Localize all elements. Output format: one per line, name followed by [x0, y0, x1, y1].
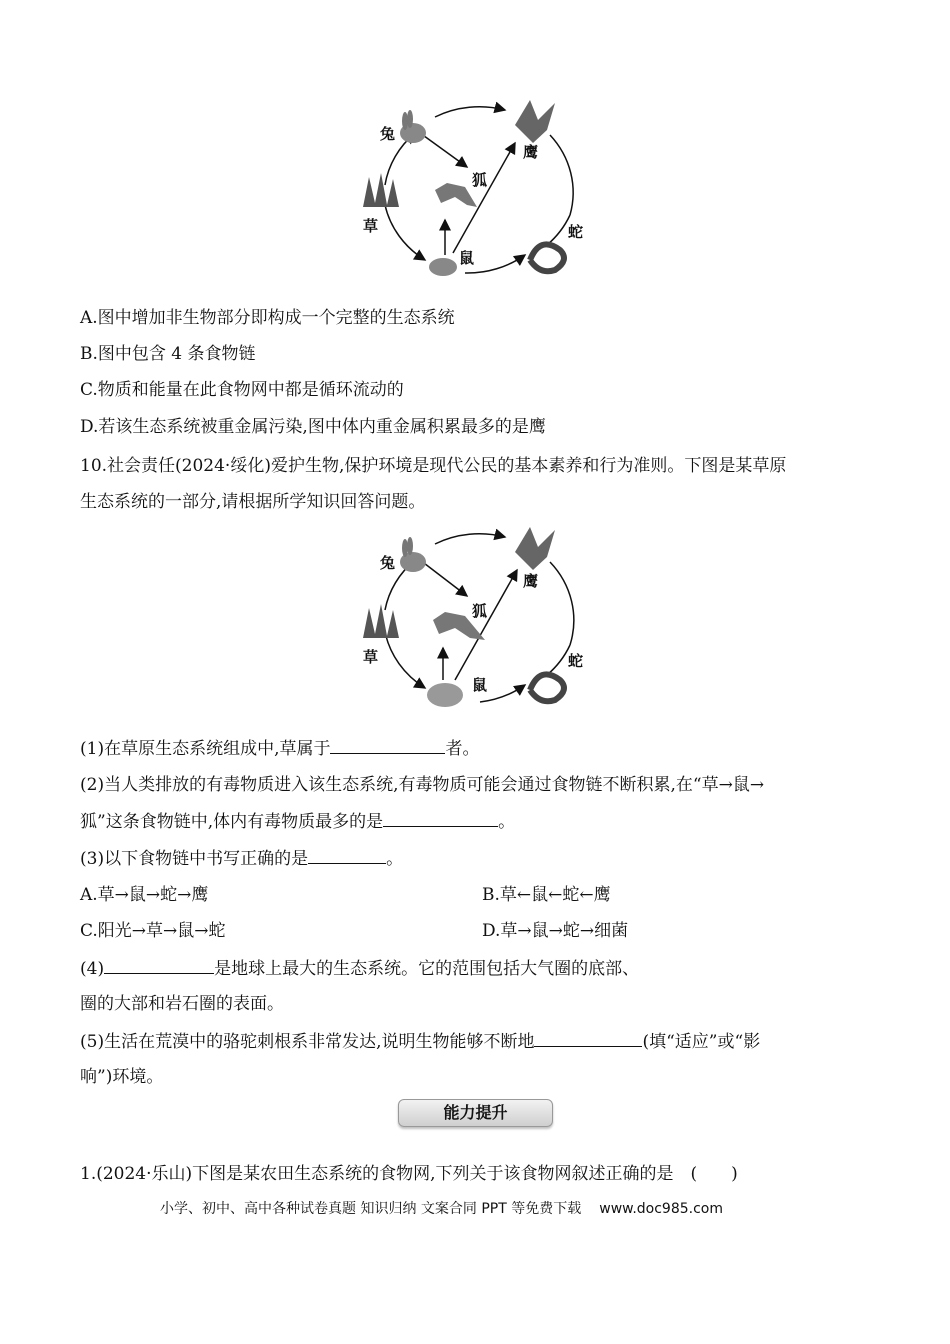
label-fox: 狐: [472, 171, 488, 189]
label-snake: 蛇: [568, 652, 584, 670]
arrow2-rabbit-eagle: [435, 534, 505, 544]
q10-part3-option-c: C.阳光→草→鼠→蛇: [80, 921, 226, 941]
q10-part3-text: (3)以下食物链中书写正确的是: [80, 849, 309, 869]
q9-option-d: D.若该生态系统被重金属污染,图中体内重金属积累最多的是鹰: [80, 417, 546, 437]
label-fox: 狐: [472, 602, 488, 620]
q9-option-c: C.物质和能量在此食物网中都是循环流动的: [80, 380, 404, 400]
q9-option-b: B.图中包含 4 条食物链: [80, 344, 256, 364]
arrow-grass-mouse: [385, 205, 425, 260]
label-snake: 蛇: [568, 223, 584, 241]
arrow2-grass-mouse: [385, 632, 425, 688]
q10-part4-line2: 圈的大部和岩石圈的表面。: [80, 994, 284, 1014]
mouse-icon: [429, 258, 457, 276]
circle-right-arc: [550, 135, 573, 215]
q10-part2-blank[interactable]: [383, 810, 498, 827]
q10-part1-blank[interactable]: [330, 737, 445, 754]
grass-icon: [363, 173, 399, 207]
circle2-right-arc: [550, 562, 574, 645]
q10-part4-label: (4): [80, 959, 105, 979]
grass-icon: [363, 604, 399, 638]
q10-part2-text: 狐”这条食物链中,体内有毒物质最多的是: [80, 812, 384, 832]
label-mouse: 鼠: [459, 249, 475, 267]
rabbit-icon: [400, 110, 426, 143]
label-mouse: 鼠: [472, 676, 488, 694]
arrow-rabbit-fox: [420, 133, 467, 167]
q10-part4-blank[interactable]: [104, 957, 214, 974]
q10-part1-suffix: 者。: [445, 739, 480, 759]
circle2-snake-arc: [547, 645, 570, 675]
section-title-badge: 能力提升: [398, 1099, 553, 1127]
arrow2-rabbit-fox: [420, 560, 467, 596]
q10-part3-option-d: D.草→鼠→蛇→细菌: [482, 921, 629, 941]
q10-part3-blank[interactable]: [308, 847, 386, 864]
food-web-diagram-2: [355, 520, 600, 715]
q10-part2-line1: (2)当人类排放的有毒物质进入该生态系统,有毒物质可能会通过食物链不断积累,在“草→鼠→: [80, 775, 765, 795]
label-rabbit: 兔: [380, 125, 396, 143]
snake-icon: [530, 244, 564, 271]
food-web-diagram-1: [355, 95, 600, 285]
q10-part5-text: (5)生活在荒漠中的骆驼刺根系非常发达,说明生物能够不断地: [80, 1032, 535, 1052]
q10-part3-suffix: 。: [386, 849, 404, 869]
snake-icon: [530, 674, 564, 701]
footer-text: 小学、初中、高中各种试卷真题 知识归纳 文案合同 PPT 等免费下载: [160, 1201, 582, 1217]
next-question-stem: 1.(2024·乐山)下图是某农田生态系统的食物网,下列关于该食物网叙述正确的是 ( ): [80, 1164, 738, 1184]
q10-part3: [80, 847, 403, 870]
q10-part5-line2: 响”)环境。: [80, 1067, 164, 1087]
rabbit-icon: [400, 537, 426, 572]
page-footer: [160, 1198, 723, 1218]
q9-option-a: A.图中增加非生物部分即构成一个完整的生态系统: [80, 308, 455, 328]
q10-part2-suffix: 。: [498, 812, 516, 832]
q10-part5-blank[interactable]: [534, 1030, 642, 1047]
fox-icon: [435, 183, 477, 207]
footer-url[interactable]: www.doc985.com: [599, 1201, 723, 1217]
label-grass: 草: [363, 217, 379, 235]
label-eagle: 鹰: [523, 572, 539, 590]
q10-part5-suffix: (填“适应”或“影: [642, 1032, 761, 1052]
q10-part2-line2: [80, 810, 515, 833]
label-eagle: 鹰: [523, 143, 539, 161]
q10-part4-text: 是地球上最大的生态系统。它的范围包括大气圈的底部、: [214, 959, 640, 979]
arrow-rabbit-eagle: [435, 107, 505, 117]
mouse-icon: [427, 683, 463, 707]
q10-stem-line1: 10.社会责任(2024·绥化)爱护生物,保护环境是现代公民的基本素养和行为准则。下图是某草原: [80, 456, 787, 476]
circle-snake-arc: [547, 215, 570, 245]
q10-part4-line1: [80, 957, 639, 980]
eagle-icon: [515, 527, 555, 570]
q10-part5-line1: [80, 1030, 760, 1053]
eagle-icon: [515, 100, 555, 143]
label-rabbit: 兔: [380, 554, 396, 572]
label-grass: 草: [363, 648, 379, 666]
q10-part3-option-a: A.草→鼠→蛇→鹰: [80, 885, 209, 905]
q10-part3-option-b: B.草←鼠←蛇←鹰: [482, 885, 611, 905]
q10-stem-line2: 生态系统的一部分,请根据所学知识回答问题。: [80, 492, 426, 512]
q10-part1-text: (1)在草原生态系统组成中,草属于: [80, 739, 331, 759]
q10-part1: [80, 737, 479, 760]
